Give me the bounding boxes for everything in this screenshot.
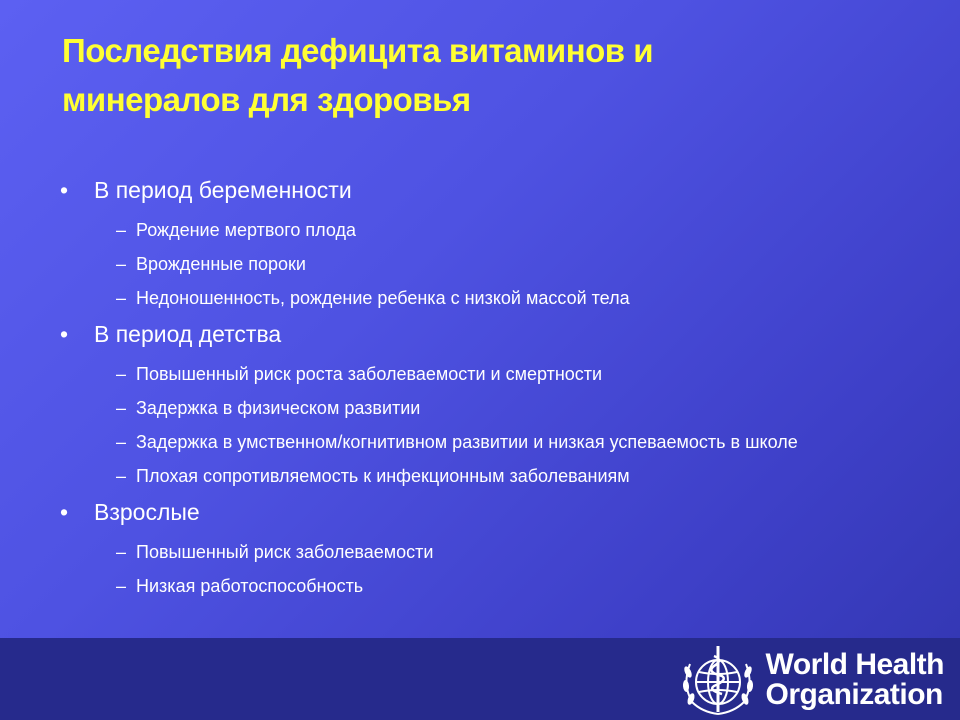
list-item-text: Повышенный риск роста заболеваемости и смертности	[136, 364, 603, 384]
list-item-text: Недоношенность, рождение ребенка с низкой массой тела	[136, 288, 630, 308]
who-wordmark	[766, 650, 944, 710]
list-item	[60, 252, 876, 276]
list-item-text: Задержка в физическом развитии	[136, 398, 421, 418]
list-item	[60, 396, 876, 420]
dash-icon: –	[116, 288, 127, 308]
section-adults	[60, 494, 890, 598]
slide-title	[62, 26, 882, 124]
section-pregnancy	[60, 172, 890, 310]
section-heading	[60, 172, 890, 208]
list-item	[60, 540, 876, 564]
footer-bar	[0, 638, 960, 720]
bullet-icon: •	[60, 321, 69, 347]
section-heading-text: Взрослые	[94, 499, 200, 525]
dash-icon: –	[116, 254, 127, 274]
who-wordmark-line-1: World Health	[765, 648, 944, 681]
list-item-text: Задержка в умственном/когнитивном развитии и низкая успеваемость в школе	[136, 432, 798, 452]
section-heading-text: В период беременности	[94, 177, 352, 203]
list-item	[60, 218, 876, 242]
bullet-icon: •	[60, 499, 69, 525]
list-item	[60, 464, 876, 488]
slide-title-line-2: минералов для здоровья	[62, 81, 471, 118]
dash-icon: –	[116, 364, 127, 384]
list-item	[60, 286, 876, 310]
list-item-text: Низкая работоспособность	[136, 576, 364, 596]
list-item	[60, 362, 876, 386]
section-heading-text: В период детства	[94, 321, 282, 347]
dash-icon: –	[116, 542, 127, 562]
dash-icon: –	[116, 220, 127, 240]
who-wordmark-line-2: Organization	[765, 678, 943, 711]
who-logo	[678, 644, 944, 716]
dash-icon: –	[116, 576, 127, 596]
list-item-text: Плохая сопротивляемость к инфекционным заболеваниям	[136, 466, 630, 486]
bullet-list	[60, 170, 890, 604]
list-item-text: Повышенный риск заболеваемости	[136, 542, 434, 562]
bullet-icon: •	[60, 177, 69, 203]
section-heading	[60, 494, 890, 530]
list-item-text: Врожденные пороки	[136, 254, 306, 274]
list-item	[60, 430, 876, 454]
dash-icon: –	[116, 398, 127, 418]
section-childhood	[60, 316, 890, 488]
list-item-text: Рождение мертвого плода	[136, 220, 356, 240]
dash-icon: –	[116, 432, 127, 452]
list-item	[60, 574, 876, 598]
slide-title-line-1: Последствия дефицита витаминов и	[62, 32, 654, 69]
dash-icon: –	[116, 466, 127, 486]
section-heading	[60, 316, 890, 352]
who-emblem-icon	[678, 644, 758, 716]
